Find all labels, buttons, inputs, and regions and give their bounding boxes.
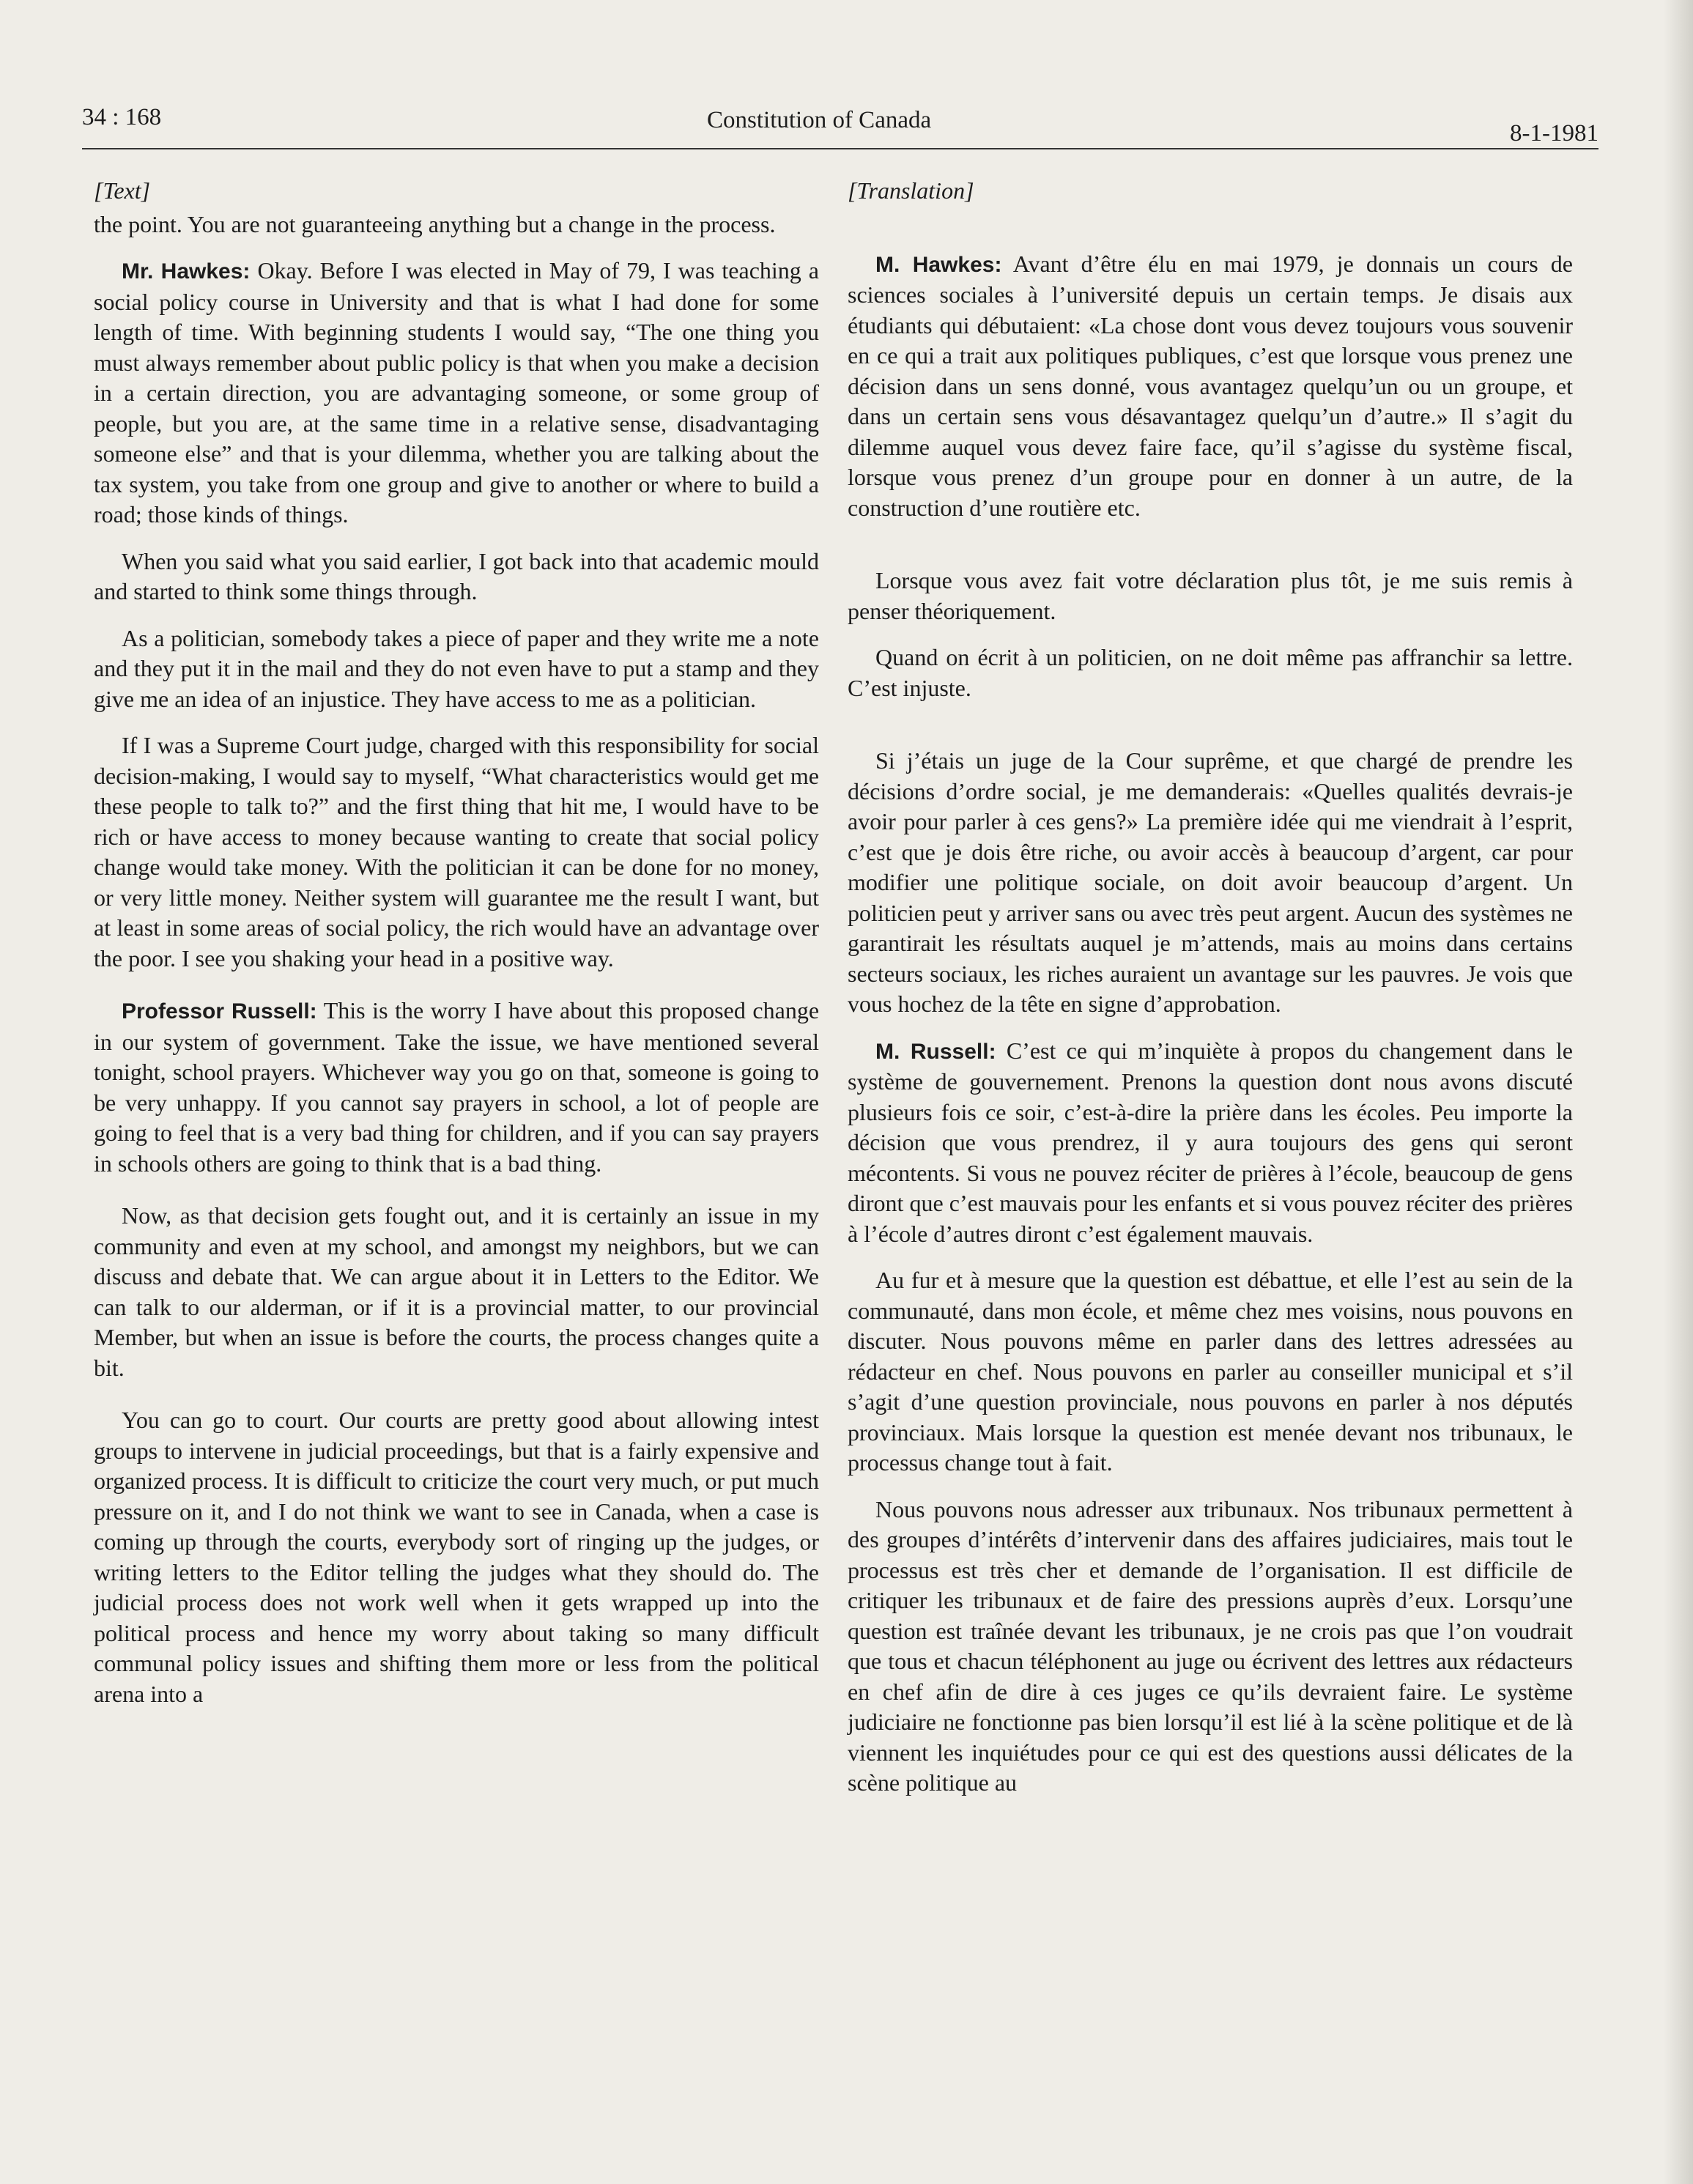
speaker-name: Professor Russell: [122, 999, 317, 1023]
paragraph [848, 1036, 1573, 1250]
speech-text: Avant d’être élu en mai 1979, je donnais un cours de sciences sociales à l’université depuis un certain temps. Je disais aux étudiants qui débutaient: «La chose dont vous devez toujours vous souvenir en ce qui a trait aux politiques publiques, c’est que lorsque vous prenez une décision dans un sens donné, vous avantagez quelqu’un ou un groupe, et dans un certain sens vous désavantagez quelqu’un d’autre.» Il s’agit du dilemme auquel vous devez faire face, qu’il s’agisse du système fiscal, lorsque vous prenez d’un groupe pour en donner à un autre, de la construction d’une routière etc. [848, 250, 1574, 521]
paragraph [94, 996, 819, 1179]
paragraph: You can go to court. Our courts are pretty good about allowing intest groups to intervene in judicial proceedings, but that is a fairly expensive and organized process. It is difficult to criticize the court very much, or put much pressure on it, and I do not think we want to see in Canada, when a case is coming up through the courts, everybody sort of ringing up the judges, or writing letters to the Editor telling the judges what they should do. The judicial process does not work well when it gets wrapped up into the political process and hence my worry about taking so many difficult communal policy issues and shifting them more or less from the political arena into a [94, 1407, 819, 1707]
speaker-name: Mr. Hawkes: [122, 259, 251, 284]
page-edge [1664, 0, 1693, 2184]
paragraph: If I was a Supreme Court judge, charged with this responsibility for social decision-making, I would say to myself, “What characteristics would get me these people to talk to?” and the first thing that hit me, I would have to be rich or have access to money because wanting to create that social policy change would take money. With the politician it can be done for no money, or very little money. Neither system will guarantee me the result I want, but at least in some areas of social policy, the rich would have an advantage over the poor. I see you shaking your head in a positive way. [94, 732, 819, 971]
paragraph: the point. You are not guaranteeing anything but a change in the process. [94, 210, 776, 237]
paragraph: Quand on écrit à un politicien, on ne doit même pas affranchir sa lettre. C’est injuste. [848, 644, 1573, 701]
speaker-name: M. Russell: [875, 1039, 996, 1064]
paragraph: Now, as that decision gets fought out, and it is certainly an issue in my community and even at my school, and amongst my neighbors, but we can discuss and debate that. We can argue about it in Letters to the Editor. We can talk to our alderman, or if it is a provincial matter, to our provincial Member, but when an issue is before the courts, the process changes quite a bit. [94, 1202, 819, 1381]
paragraph: As a politician, somebody takes a piece of paper and they write me a note and they put it in the mail and they do not even have to put a stamp and they give me an idea of an injustice. They have access to me as a politician. [94, 624, 819, 712]
document-date: 8-1-1981 [1510, 120, 1598, 147]
column-label-translation: [Translation] [848, 177, 974, 204]
header-rule [82, 148, 1598, 149]
document-title: Constitution of Canada [707, 107, 932, 133]
paragraph: Au fur et à mesure que la question est débattue, et elle l’est au sein de la communauté, dans mon école, et même chez mes voisins, nous pouvons en discuter. Nous pouvons même en parler dans des lettres adressées au rédacteur en chef. Nous pouvons en parler au conseiller municipal et s’il s’agit d’une question provinciale, nous pouvons en parler à nos députés provinciaux. Mais lorsque la question est menée devant nos tribunaux, le processus change tout à fait. [848, 1267, 1573, 1476]
french-column [848, 176, 1573, 1815]
speech-text: C’est ce qui m’inquiète à propos du changement dans le système de gouvernement. Prenons la question dont nous avons discuté plusieurs fois ce soir, c’est-à-dire la prière dans les écoles. Peu importe la décision que vous prendrez, il y aura toujours des gens qui seront mécontents. Si vous ne pouvez réciter de prières à l’école, beaucoup de gens diront que c’est mauvais pour les enfants et si vous pouvez réciter des prières à l’école d’autres diront c’est également mauvais. [848, 1037, 1573, 1247]
speech-text: This is the worry I have about this proposed change in our system of government. Take the issue, we have mentioned several tonight, school prayers. Whichever way you go on that, someone is going to be very unhappy. If you cannot say prayers in school, a lot of people are going to feel that is a very bad thing for children, and if you can say prayers in schools others are going to think that is a bad thing. [94, 997, 820, 1177]
paragraph [848, 249, 1573, 524]
speaker-name: M. Hawkes: [875, 252, 1002, 277]
paragraph: Lorsque vous avez fait votre déclaration plus tôt, je me suis remis à penser théoriquement. [848, 567, 1573, 624]
page-reference: 34 : 168 [82, 104, 162, 130]
paragraph: Si j’étais un juge de la Cour suprême, et que chargé de prendre les décisions d’ordre social, je me demanderais: «Quelles qualités devrais-je avoir pour parler à ces gens?» La première idée qui me viendrait à l’esprit, c’est que je dois être riche, ou avoir accès à beaucoup d’argent, car pour modifier une politique sociale, on doit avoir beaucoup d’argent. Un politicien peut y arriver sans ou avec très peut argent. Aucun des systèmes ne garantirait les résultats auquel je m’attends, mais au moins dans certains secteurs sociaux, les riches auraient un avantage sur les pauvres. Je vois que vous hochez de la tête en signe d’approbation. [848, 747, 1573, 1017]
paragraph [94, 256, 819, 530]
running-header [82, 95, 1598, 154]
speech-text: Okay. Before I was elected in May of 79, I was teaching a social policy course in University and that is what I had done for some length of time. With beginning students I would say, “The one thing you must always remember about public policy is that when you make a decision in a certain direction, you are advantaging someone, or some group of people, but you are, at the same time in a relative sense, disadvantaging someone else” and that is your dilemma, whether you are talking about the tax system, you take from one group and give to another or where to build a road; those kinds of things. [94, 257, 820, 528]
paragraph: When you said what you said earlier, I got back into that academic mould and started to think some things through. [94, 547, 819, 604]
column-label-text: [Text] [94, 177, 151, 204]
english-column [94, 176, 819, 1725]
paragraph: Nous pouvons nous adresser aux tribunaux. Nos tribunaux permettent à des groupes d’intérêts d’intervenir dans des affaires judiciaires, mais tout le processus est très cher et demande de l’organisation. Il est difficile de critiquer les tribunaux et de faire des pressions auprès d’eux. Lorsqu’une question est traînée devant les tribunaux, je ne crois pas que l’on voudrait que tous et chacun téléphonent au juge ou écrivent des lettres aux rédacteurs en chef afin de dire à ces juges ce qu’ils devraient faire. Le système judiciaire ne fonctionne pas bien lorsqu’il est lié à la scène politique et de là viennent les inquiétudes pour ce qui est des questions aussi délicates de la scène politique au [848, 1495, 1573, 1796]
